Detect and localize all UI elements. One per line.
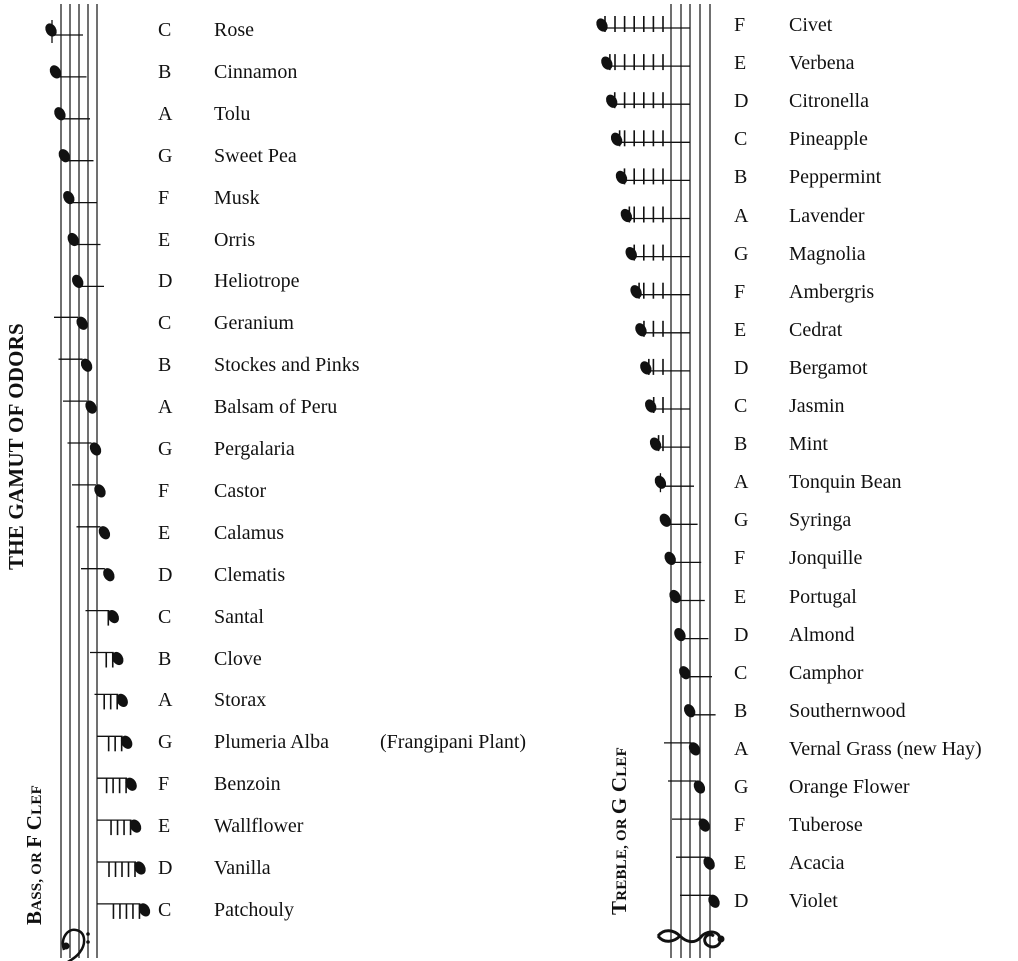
note-letter: D — [734, 90, 749, 113]
note-head — [652, 474, 668, 491]
note-head — [618, 207, 634, 224]
note-head — [61, 189, 77, 206]
note-head — [648, 435, 664, 452]
note — [97, 776, 139, 794]
caption-clef-letter: F — [22, 835, 46, 848]
note-letter: A — [734, 471, 749, 494]
note — [77, 524, 113, 541]
odor-name: Orris — [214, 228, 256, 251]
odor-name: Camphor — [789, 661, 864, 684]
note-letter: E — [734, 318, 747, 341]
note-letter: C — [734, 128, 748, 151]
caption-clef-initial: C — [607, 776, 631, 798]
odor-name: Southernwood — [789, 699, 906, 722]
note-head — [623, 245, 639, 262]
caption-clef-letter: G — [607, 797, 631, 815]
note-letter: C — [158, 312, 172, 335]
note-letter: F — [158, 186, 170, 209]
odor-name: Jonquille — [789, 547, 863, 570]
odor-name: Sweet Pea — [214, 144, 297, 167]
note-head — [682, 702, 698, 719]
note-head — [633, 321, 649, 338]
note — [97, 734, 135, 752]
odor-name: Portugal — [789, 585, 857, 608]
odor-name: Violet — [789, 890, 838, 913]
note — [97, 901, 152, 919]
odor-note: (Frangipani Plant) — [380, 731, 527, 754]
caption-clef-initial: C — [22, 814, 46, 836]
odor-name: Orange Flower — [789, 776, 910, 798]
note-head — [609, 131, 625, 148]
note-letter: B — [158, 354, 172, 377]
note-head — [604, 93, 620, 110]
note-letter: A — [734, 204, 749, 227]
odor-name: Storax — [214, 689, 267, 712]
note-head — [672, 626, 688, 643]
note — [86, 608, 122, 626]
note — [609, 130, 690, 148]
note — [43, 20, 83, 43]
odor-name: Ambergris — [789, 280, 875, 303]
note-letter: F — [734, 280, 746, 303]
caption-small: ASS, OR — [29, 847, 45, 911]
note-head — [52, 105, 68, 122]
note-letter: B — [158, 60, 172, 83]
bass-staff — [61, 4, 97, 958]
odor-name: Castor — [214, 479, 267, 502]
note — [72, 482, 108, 499]
note — [638, 359, 690, 377]
odor-name: Mint — [789, 433, 828, 456]
note-letter: C — [158, 19, 172, 41]
odor-name: Lavender — [789, 204, 865, 227]
odor-name: Clematis — [214, 563, 286, 586]
note — [680, 893, 722, 910]
note-letter: C — [734, 395, 748, 417]
note-letter: F — [734, 547, 746, 570]
note-head — [594, 16, 610, 33]
note-letter: E — [158, 521, 171, 544]
note-letter: D — [158, 270, 173, 293]
note — [677, 664, 712, 681]
note — [52, 105, 90, 122]
note-letter: D — [734, 623, 749, 646]
odor-name: Magnolia — [789, 242, 866, 265]
note-letter: E — [734, 852, 747, 875]
note-letter: F — [158, 479, 170, 502]
note-letter: F — [734, 14, 746, 36]
odor-name: Cedrat — [789, 318, 843, 341]
note-letter: D — [158, 857, 173, 879]
note-letter: C — [158, 898, 172, 921]
odor-name: Citronella — [789, 90, 869, 113]
note-letter: A — [158, 396, 173, 419]
note — [667, 588, 705, 605]
odor-name: Wallflower — [214, 815, 304, 838]
odor-name: Jasmin — [789, 395, 845, 417]
odor-name: Pineapple — [789, 128, 868, 151]
odor-name: Verbena — [789, 52, 855, 75]
note — [63, 398, 99, 415]
odor-name: Cinnamon — [214, 60, 298, 83]
odor-name: Vernal Grass (new Hay) — [789, 737, 982, 760]
odor-name: Santal — [214, 605, 264, 628]
note — [95, 692, 131, 710]
odor-name: Bergamot — [789, 356, 868, 379]
odor-name: Civet — [789, 14, 833, 36]
note — [652, 473, 694, 492]
note — [643, 397, 690, 415]
note-letter: D — [734, 890, 749, 913]
note-letter: F — [158, 773, 170, 796]
note-letter: C — [158, 605, 172, 628]
odor-name: Tolu — [214, 102, 251, 125]
note-head — [613, 169, 629, 186]
odor-name: Tonquin Bean — [789, 471, 902, 494]
note-head — [638, 359, 654, 376]
note — [47, 63, 86, 80]
note-letter: B — [734, 166, 748, 189]
odor-name: Rose — [214, 19, 254, 41]
note-letter: A — [734, 737, 749, 760]
odor-name: Stockes and Pinks — [214, 354, 360, 377]
caption-clef-small: LEF — [29, 785, 45, 815]
note-letter: E — [734, 585, 747, 608]
odor-name: Almond — [789, 623, 855, 646]
odor-name: Heliotrope — [214, 270, 300, 293]
bass-clef-caption — [22, 785, 47, 925]
note-letter: G — [734, 242, 749, 265]
note — [657, 512, 697, 529]
note-letter: E — [734, 52, 747, 75]
note-letter: B — [734, 433, 748, 456]
note — [676, 855, 717, 872]
note-letter: G — [158, 144, 173, 167]
note — [54, 315, 90, 332]
note-letter: A — [158, 102, 173, 125]
odor-name: Acacia — [789, 852, 845, 875]
note — [618, 207, 690, 225]
odor-name: Pergalaria — [214, 438, 295, 460]
odor-name: Syringa — [789, 509, 852, 532]
caption-small: REBLE, OR — [614, 814, 630, 901]
note — [59, 357, 95, 374]
odor-name: Tuberose — [789, 814, 863, 837]
note-letter: G — [158, 438, 173, 460]
treble-clef-icon — [658, 931, 725, 947]
bass-notes — [43, 20, 152, 919]
note — [68, 440, 104, 457]
odor-name: Clove — [214, 647, 262, 670]
caption-initial: B — [22, 910, 46, 925]
note-head — [628, 283, 644, 300]
treble-staff — [671, 4, 710, 958]
odor-name: Vanilla — [214, 857, 271, 879]
note-letter: G — [158, 731, 173, 754]
note-letter: G — [734, 776, 749, 798]
note — [664, 740, 703, 757]
odor-name: Calamus — [214, 521, 284, 544]
note — [648, 435, 690, 453]
note-letter: D — [158, 563, 173, 586]
note — [599, 54, 690, 72]
bass-clef-icon — [63, 930, 90, 961]
note-letter: D — [734, 356, 749, 379]
note — [623, 245, 690, 263]
note-letter: G — [734, 509, 749, 532]
note-letter: F — [734, 814, 746, 837]
note — [97, 859, 148, 877]
note — [668, 778, 707, 795]
note-letter: C — [734, 661, 748, 684]
note — [594, 16, 690, 34]
note — [81, 566, 117, 583]
note — [90, 650, 126, 668]
note-head — [43, 21, 59, 38]
note-letter: B — [158, 647, 172, 670]
odor-name: Patchouly — [214, 898, 294, 921]
note-head — [662, 550, 678, 567]
note-letter: A — [158, 689, 173, 712]
note-letter: E — [158, 815, 171, 838]
note-letter: E — [158, 228, 171, 251]
odor-name: Geranium — [214, 312, 294, 335]
note-head — [599, 54, 615, 71]
note-letter: B — [734, 699, 748, 722]
note-head — [643, 397, 659, 414]
note — [604, 92, 690, 110]
note — [613, 168, 690, 186]
page-title: THE GAMUT OF ODORS — [4, 323, 28, 570]
note — [70, 273, 104, 290]
odor-name: Peppermint — [789, 166, 882, 189]
treble-clef-caption — [607, 747, 632, 915]
odor-name: Balsam of Peru — [214, 396, 338, 419]
caption-initial: T — [607, 900, 631, 915]
note-head — [70, 273, 86, 290]
note — [672, 816, 712, 833]
odor-name: Musk — [214, 186, 260, 209]
odor-name: Plumeria Alba — [214, 731, 329, 754]
odor-name: Benzoin — [214, 773, 281, 796]
note — [97, 817, 144, 835]
caption-clef-small: LEF — [614, 747, 630, 777]
